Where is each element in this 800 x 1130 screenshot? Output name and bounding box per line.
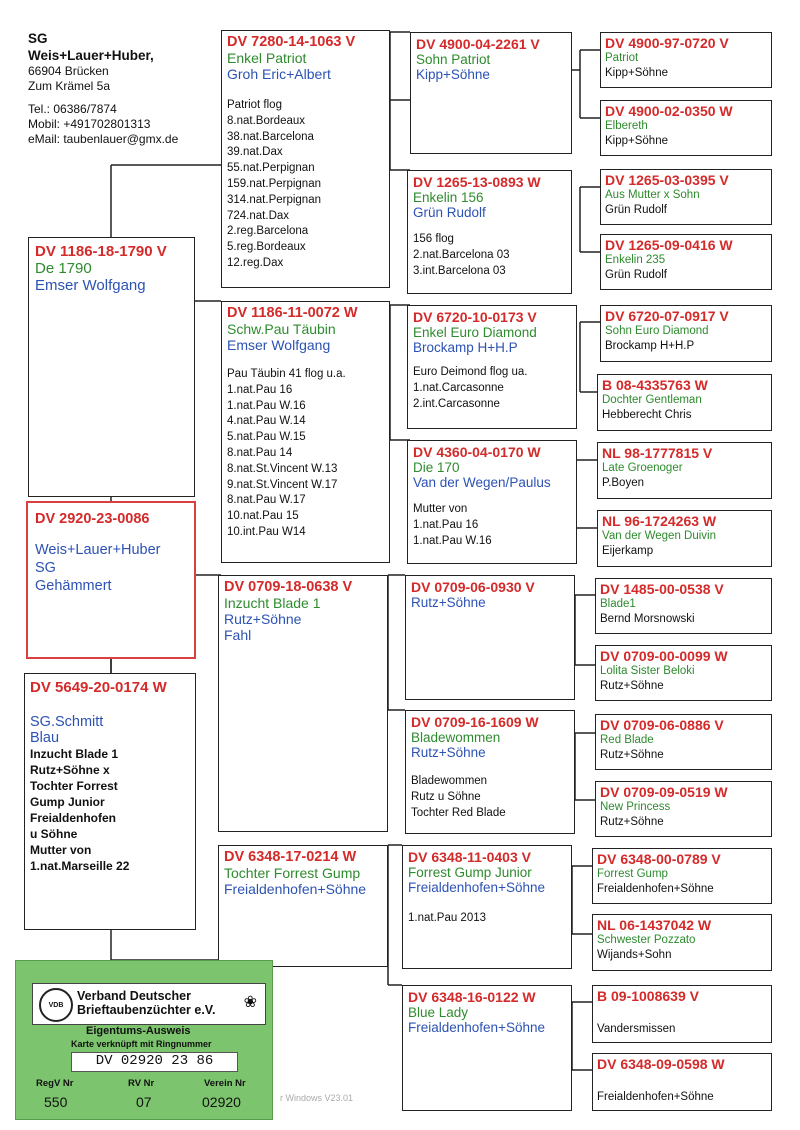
subject-line2: SG [35,560,56,576]
ancestor-name: Enkelin 235 [605,254,666,266]
ancestor-breeder: Van der Wegen/Paulus [413,475,551,490]
ancestor-name: Forrest Gump [597,868,668,880]
ancestor-name: Tochter Forrest Gump [224,865,361,881]
ancestor-name: Sohn Patriot [416,52,491,67]
card-verein-label: Verein Nr [204,1078,246,1089]
owner-line1: SG [28,31,48,46]
ancestor-ring: DV 4360-04-0170 W [413,444,541,460]
ancestor-breeder: Grün Rudolf [605,269,668,281]
ancestor-breeder: Rutz+Söhne [411,745,486,760]
footer-watermark: r Windows V23.01 [280,1093,354,1103]
card-reg-value: 550 [44,1094,68,1110]
ancestor-ring: DV 4900-97-0720 V [605,35,729,51]
card-org-line1: Verband Deutscher [77,989,191,1003]
race-result: 8.nat.Pau 14 [227,446,293,459]
dam-note: u Söhne [30,827,78,841]
ancestor-ring: DV 6348-16-0122 W [408,989,536,1005]
ancestor-ring: DV 1485-00-0538 V [600,581,724,597]
ancestor-name: Inzucht Blade 1 [224,595,321,611]
race-result: 5.nat.Pau W.15 [227,431,306,444]
owner-email: eMail: taubenlauer@gmx.de [28,132,179,146]
race-result: Euro Deimond flog ua. [413,366,528,378]
race-result: 55.nat.Perpignan [227,162,315,175]
sire-ring: DV 1186-18-1790 V [35,243,167,260]
race-result: 8.nat.Bordeaux [227,114,306,127]
ancestor-name: Forrest Gump Junior [408,865,532,880]
race-result: 2.int.Carcasonne [413,397,500,410]
race-result: 156 flog [413,233,454,245]
ancestor-breeder: Vandersmissen [597,1023,676,1035]
g2-box-4 [218,845,388,967]
subject-box [26,501,196,659]
dam-note: Rutz+Söhne x [30,763,110,777]
dam-line2: Blau [30,730,60,746]
race-result: Patriot flog [227,99,282,111]
ancestor-ring: DV 6348-09-0598 W [597,1056,725,1072]
ancestor-name: Elbereth [605,120,648,132]
card-header [32,983,266,1025]
ancestor-breeder: Rutz+Söhne [600,749,664,761]
dam-note: Tochter Forrest [30,779,118,793]
ancestor-ring: DV 6720-07-0917 V [605,308,729,324]
card-rv-label: RV Nr [128,1078,155,1089]
ancestor-breeder: Kipp+Söhne [605,67,668,79]
ancestor-name: Blade1 [600,598,636,610]
g4-box [600,32,772,88]
race-result: 1.nat.Pau 2013 [408,912,487,924]
ancestor-breeder-2: Fahl [224,627,252,643]
g4-box [592,985,772,1043]
g4-box [595,714,772,770]
ancestor-ring: DV 6348-17-0214 W [224,849,357,865]
ancestor-name: Enkel Euro Diamond [413,325,537,340]
g4-box [595,645,772,701]
ancestor-name: Red Blade [600,734,654,746]
ancestor-name: Schwester Pozzato [597,934,696,946]
card-rv-value: 07 [136,1094,152,1110]
dam-note: 1.nat.Marseille 22 [30,859,130,873]
race-result: 724.nat.Dax [227,209,290,222]
ancestor-ring: DV 6348-11-0403 V [408,849,531,865]
subject-line3: Gehämmert [35,578,112,594]
ancestor-breeder: Freialdenhofen+Söhne [224,881,367,897]
g4-box [592,848,772,904]
race-result: 1.nat.Pau W.16 [413,534,492,547]
g3-box-2 [407,170,572,294]
ancestor-ring: DV 0709-16-1609 W [411,714,539,730]
dam-box [24,673,196,930]
ancestor-breeder: Hebberecht Chris [602,409,692,421]
card-subtitle: Karte verknüpft mit Ringnummer [71,1039,212,1049]
g4-box [600,305,772,362]
vdb-logo-icon: VDB [39,988,73,1022]
ancestor-name: Late Groenoger [602,462,683,474]
ancestor-name: New Princess [600,801,671,813]
ancestor-name: Aus Mutter x Sohn [605,189,700,201]
ancestor-breeder: Wijands+Sohn [597,949,672,961]
ancestor-name: Enkelin 156 [413,190,484,205]
ancestor-breeder: Bernd Morsnowski [600,613,695,625]
ancestor-ring: DV 1265-13-0893 W [413,174,541,190]
race-result: 1.nat.Carcasonne [413,381,504,394]
race-result: 1.nat.Pau 16 [413,518,479,531]
ancestor-breeder: Rutz+Söhne [411,595,486,610]
ancestor-name: Schw.Pau Täubin [227,321,336,337]
subject-ring: DV 2920-23-0086 [35,511,150,527]
g4-box [600,234,772,290]
dam-note: Inzucht Blade 1 [30,747,119,761]
race-result: 1.nat.Pau 16 [227,383,293,396]
eagle-emblem-icon: ❀ [243,994,257,1011]
g2-box-1 [221,30,390,288]
ancestor-name: Lolita Sister Beloki [600,665,695,677]
ancestor-ring: DV 0709-09-0519 W [600,784,728,800]
g4-box [592,914,772,971]
ancestor-ring: NL 96-1724263 W [602,513,717,529]
ancestor-breeder: Rutz+Söhne [600,680,664,692]
ancestor-breeder: Freialdenhofen+Söhne [408,1020,545,1035]
ancestor-ring: DV 1265-03-0395 V [605,172,729,188]
ancestor-ring: B 08-4335763 W [602,377,708,393]
race-result: 3.int.Barcelona 03 [413,264,506,277]
sire-name: De 1790 [35,260,92,277]
race-result: Mutter von [413,503,468,515]
ancestor-breeder: Freialdenhofen+Söhne [597,883,714,895]
g3-box-7 [402,845,572,969]
race-result: 159.nat.Perpignan [227,177,321,190]
ancestor-name: Sohn Euro Diamond [605,325,709,337]
ancestor-ring: DV 4900-02-0350 W [605,103,733,119]
sire-breeder: Emser Wolfgang [35,277,146,294]
owner-mobil: Mobil: +491702801313 [28,117,151,131]
ancestor-breeder: Grün Rudolf [605,204,668,216]
ancestor-breeder: Rutz+Söhne [600,816,664,828]
g4-box [597,510,772,567]
ancestor-ring: DV 1186-11-0072 W [227,305,358,321]
owner-info [28,30,178,147]
race-result: 5.reg.Bordeaux [227,241,306,254]
ancestor-breeder: Groh Eric+Albert [227,66,331,82]
ancestor-breeder: Brockamp H+H.P [605,340,695,352]
g4-box [592,1053,772,1111]
race-result: 10.nat.Pau 15 [227,510,299,523]
ancestor-ring: DV 0709-00-0099 W [600,648,728,664]
g3-box-4 [407,440,577,564]
race-result: Rutz u Söhne [411,790,481,803]
ancestor-ring: DV 1265-09-0416 W [605,237,733,253]
ancestor-ring: NL 98-1777815 V [602,445,713,461]
ancestor-breeder: Kipp+Söhne [605,135,668,147]
race-result: Tochter Red Blade [411,806,506,819]
ancestor-ring: DV 0709-06-0930 V [411,579,535,595]
ancestor-ring: DV 4900-04-2261 V [416,36,540,52]
dam-line1: SG.Schmitt [30,714,104,730]
g4-box [597,442,772,499]
g4-box [595,781,772,837]
ancestor-ring: B 09-1008639 V [597,988,699,1004]
g4-box [597,374,772,431]
card-reg-label: RegV Nr [36,1078,74,1089]
g2-box-2 [221,301,390,563]
card-org-line2: Brieftaubenzüchter e.V. [77,1003,216,1017]
ancestor-ring: DV 6348-00-0789 V [597,851,721,867]
ancestor-name: Patriot [605,52,639,64]
race-result: 10.int.Pau W14 [227,525,306,538]
sire-box [28,237,195,497]
ancestor-name: Bladewommen [411,730,501,745]
race-result: 12.reg.Dax [227,256,284,269]
g3-box-1 [410,32,572,154]
race-result: 1.nat.Pau W.16 [227,399,306,412]
ancestor-breeder: Brockamp H+H.P [413,340,518,355]
owner-postal: 66904 Brücken [28,64,109,78]
race-result: 2.nat.Barcelona 03 [413,248,510,261]
ancestor-name: Die 170 [413,460,460,475]
dam-note: Mutter von [30,843,92,857]
ancestor-breeder: Grün Rudolf [413,205,486,220]
ancestor-ring: DV 6720-10-0173 V [413,309,537,325]
ancestor-ring: DV 0709-06-0886 V [600,717,724,733]
g3-box-3 [407,305,577,429]
race-result: 9.nat.St.Vincent W.17 [227,478,338,491]
ancestor-breeder: Eijerkamp [602,545,654,557]
ancestor-name: Blue Lady [408,1005,469,1020]
dam-note: Gump Junior [30,795,105,809]
ancestor-breeder: Emser Wolfgang [227,337,331,353]
ownership-card [15,960,273,1120]
race-result: 8.nat.Pau W.17 [227,494,306,507]
subject-line1: Weis+Lauer+Huber [35,542,161,558]
owner-line2: Weis+Lauer+Huber, [28,48,154,63]
g3-box-8 [402,985,572,1111]
race-result: Bladewommen [411,775,488,787]
ancestor-ring: NL 06-1437042 W [597,917,712,933]
card-org [77,989,215,1017]
race-result: Pau Täubin 41 flog u.a. [227,368,346,380]
ancestor-breeder: Kipp+Söhne [416,67,490,82]
ancestor-ring: DV 7280-14-1063 V [227,34,356,50]
ancestor-breeder: Freialdenhofen+Söhne [408,880,545,895]
race-result: 314.nat.Perpignan [227,193,321,206]
g3-box-5 [405,575,575,700]
ancestor-name: Dochter Gentleman [602,394,702,406]
g4-box [600,100,772,156]
dam-ring: DV 5649-20-0174 W [30,679,167,696]
ancestor-ring: DV 0709-18-0638 V [224,579,353,595]
race-result: 39.nat.Dax [227,146,283,159]
g4-box [600,169,772,225]
g3-box-6 [405,710,575,834]
g4-box [595,578,772,634]
ancestor-breeder: Rutz+Söhne [224,611,302,627]
race-result: 8.nat.St.Vincent W.13 [227,462,338,475]
card-verein-value: 02920 [202,1094,241,1110]
race-result: 4.nat.Pau W.14 [227,415,306,428]
race-result: 2.reg.Barcelona [227,225,309,238]
owner-street: Zum Krämel 5a [28,79,111,93]
ancestor-breeder: Freialdenhofen+Söhne [597,1091,714,1103]
owner-tel: Tel.: 06386/7874 [28,102,117,116]
card-ring-number: DV 02920 23 86 [71,1052,238,1072]
ancestor-name: Van der Wegen Duivin [602,530,717,542]
g2-box-3 [218,575,388,832]
ancestor-name: Enkel Patriot [227,50,307,66]
ancestor-breeder: P.Boyen [602,477,644,489]
dam-note: Freialdenhofen [30,811,117,825]
race-result: 38.nat.Barcelona [227,130,314,143]
card-doc-title: Eigentums-Ausweis [86,1025,191,1037]
